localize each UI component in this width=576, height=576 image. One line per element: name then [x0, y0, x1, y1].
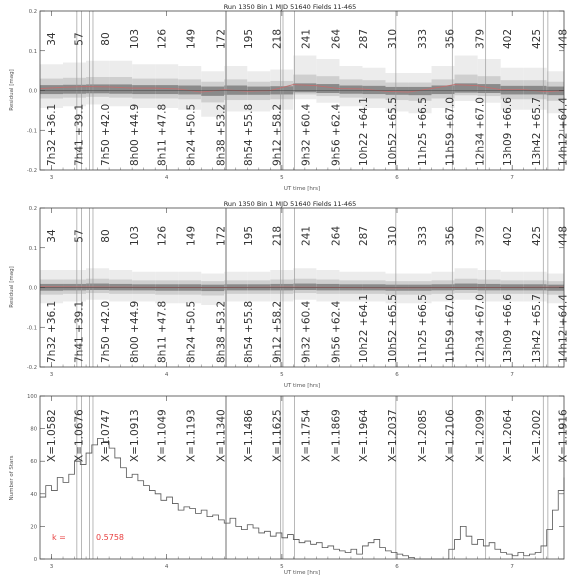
coord-label: 11h59 +67.0 — [444, 294, 457, 363]
coord-label: 8h54 +55.8 — [242, 103, 255, 166]
field-label: 103 — [128, 225, 141, 247]
field-label: 310 — [386, 28, 399, 50]
field-label: 126 — [156, 28, 169, 50]
x-tick-label: 7 — [510, 175, 514, 181]
residual-panel-2 — [9, 200, 569, 389]
field-label: 80 — [100, 32, 113, 46]
field-label: 379 — [474, 225, 487, 247]
airmass-label: X=1.2002 — [530, 409, 543, 462]
field-label: 448 — [557, 225, 570, 247]
field-label: 57 — [73, 229, 86, 243]
panel-1-coord-labels — [46, 97, 569, 166]
y-tick-label: 0.1 — [28, 245, 37, 252]
field-label: 34 — [45, 229, 58, 243]
x-tick-label: 3 — [49, 564, 54, 570]
k-label: k = — [52, 533, 66, 542]
x-tick-label: 5 — [280, 175, 284, 181]
field-label: 57 — [73, 32, 86, 46]
coord-label: 11h25 +66.5 — [416, 294, 429, 363]
panel-2-xlabel: UT time [hrs] — [283, 383, 321, 389]
coord-label: 7h50 +42.0 — [100, 300, 113, 363]
field-label: 34 — [45, 32, 58, 46]
coord-label: 8h11 +47.8 — [156, 103, 169, 166]
airmass-label: X=1.2099 — [474, 409, 487, 462]
airmass-label: X=1.2085 — [416, 409, 429, 462]
y-tick-label: 0.2 — [28, 206, 37, 212]
field-label: 425 — [530, 28, 543, 50]
coord-label: 10h52 +65.5 — [386, 97, 399, 166]
field-label: 402 — [502, 28, 515, 50]
x-tick-label: 7 — [510, 564, 514, 570]
k-value: 0.5758 — [96, 533, 124, 542]
y-tick-label: 0.0 — [28, 285, 37, 292]
field-label: 356 — [444, 28, 457, 50]
y-tick-label: -0.1 — [26, 128, 37, 135]
coord-label: 10h22 +64.1 — [358, 97, 371, 166]
coord-label: 7h32 +36.1 — [45, 300, 58, 363]
y-tick-label: 0.2 — [28, 9, 37, 15]
star-count-panel — [9, 394, 569, 576]
y-tick-label: 100 — [27, 394, 37, 400]
field-label: 379 — [474, 28, 487, 50]
airmass-label: X=1.1916 — [557, 409, 570, 462]
coord-label: 7h41 +39.1 — [73, 103, 86, 166]
coord-label: 14h12 +64.4 — [557, 97, 570, 166]
field-label: 333 — [416, 28, 429, 50]
panel-3-airmass-labels — [46, 409, 569, 462]
field-label: 103 — [128, 28, 141, 50]
coord-label: 9h32 +60.4 — [300, 103, 313, 166]
field-label: 448 — [557, 28, 570, 50]
airmass-label: X=1.2037 — [386, 409, 399, 462]
panel-1-title: Run 1350 Bin 1 MJD 51640 Fields 11-465 — [223, 3, 357, 11]
airmass-label: X=1.2106 — [444, 409, 457, 462]
y-tick-label: 0 — [33, 557, 37, 563]
coord-label: 9h12 +58.2 — [271, 103, 284, 166]
x-tick-label: 4 — [164, 175, 169, 181]
coord-label: 8h11 +47.8 — [156, 300, 169, 363]
coord-label: 7h32 +36.1 — [45, 103, 58, 166]
core-band-segment — [40, 85, 63, 94]
field-label: 241 — [300, 28, 313, 50]
core-band-segment — [109, 84, 132, 93]
field-label: 172 — [215, 225, 228, 247]
coord-label: 12h34 +67.0 — [474, 97, 487, 166]
coord-label: 8h00 +44.9 — [128, 103, 141, 166]
core-band-segment — [478, 84, 501, 93]
coord-label: 10h22 +64.1 — [358, 294, 371, 363]
coord-label: 7h41 +39.1 — [73, 300, 86, 363]
airmass-label: X=1.2064 — [502, 409, 515, 462]
y-tick-label: 20 — [30, 524, 37, 531]
airmass-label: X=1.0913 — [128, 409, 141, 462]
airmass-label: X=1.0582 — [45, 409, 58, 462]
core-band-segment — [155, 85, 178, 94]
field-label: 287 — [358, 225, 371, 247]
coord-label: 13h09 +66.6 — [502, 294, 515, 363]
airmass-label: X=1.1340 — [215, 409, 228, 462]
panel-1-field-labels — [46, 29, 569, 49]
y-tick-label: 0.0 — [28, 88, 37, 95]
airmass-label: X=1.1193 — [185, 409, 198, 462]
field-label: 333 — [416, 225, 429, 247]
x-tick-label: 4 — [164, 564, 169, 570]
x-tick-label: 7 — [510, 372, 514, 378]
coord-label: 13h42 +65.7 — [530, 97, 543, 166]
x-tick-label: 5 — [280, 372, 284, 378]
field-label: 425 — [530, 225, 543, 247]
core-band-segment — [63, 85, 86, 94]
field-label: 310 — [386, 225, 399, 247]
panel-1-xlabel: UT time [hrs] — [283, 186, 321, 192]
coord-label: 8h38 +53.2 — [215, 103, 228, 166]
coord-label: 13h42 +65.7 — [530, 294, 543, 363]
panel-1-ylabel: Residual [mag] — [9, 69, 15, 111]
field-label: 195 — [242, 28, 255, 50]
core-band-segment — [178, 85, 201, 94]
y-tick-label: 0.1 — [28, 48, 37, 55]
y-tick-label: 80 — [30, 426, 37, 433]
x-tick-label: 6 — [395, 372, 399, 378]
y-tick-label: 40 — [30, 491, 37, 498]
coord-label: 9h32 +60.4 — [300, 300, 313, 363]
coord-label: 9h56 +62.4 — [330, 103, 343, 166]
panel-2-title: Run 1350 Bin 1 MJD 51640 Fields 11-465 — [223, 200, 357, 208]
field-label: 264 — [330, 225, 343, 247]
panel-2-coord-labels — [46, 294, 569, 363]
y-tick-label: 60 — [30, 459, 37, 466]
field-label: 241 — [300, 225, 313, 247]
x-tick-label: 4 — [164, 372, 169, 378]
coord-label: 7h50 +42.0 — [100, 103, 113, 166]
airmass-label: X=1.0747 — [100, 409, 113, 462]
coord-label: 8h00 +44.9 — [128, 300, 141, 363]
field-label: 195 — [242, 225, 255, 247]
y-tick-label: -0.2 — [26, 168, 37, 174]
panel-2-field-labels — [46, 226, 569, 246]
field-label: 402 — [502, 225, 515, 247]
x-tick-label: 5 — [280, 564, 284, 570]
panel-3-ylabel: Number of Stars — [9, 455, 15, 501]
coord-label: 8h38 +53.2 — [215, 300, 228, 363]
core-band-segment — [132, 85, 155, 94]
x-tick-label: 6 — [395, 564, 399, 570]
field-label: 264 — [330, 28, 343, 50]
field-label: 356 — [444, 225, 457, 247]
field-label: 172 — [215, 28, 228, 50]
panel-2-ylabel: Residual [mag] — [9, 266, 15, 308]
airmass-label: X=1.1049 — [156, 409, 169, 462]
coord-label: 10h52 +65.5 — [386, 294, 399, 363]
field-label: 126 — [156, 225, 169, 247]
coord-label: 13h09 +66.6 — [502, 97, 515, 166]
coord-label: 12h34 +67.0 — [474, 294, 487, 363]
core-band-segment — [409, 87, 432, 95]
field-label: 80 — [100, 229, 113, 243]
airmass-label: X=1.1625 — [271, 409, 284, 462]
coord-label: 8h24 +50.5 — [185, 300, 198, 363]
coord-label: 11h59 +67.0 — [444, 97, 457, 166]
coord-label: 9h56 +62.4 — [330, 300, 343, 363]
coord-label: 11h25 +66.5 — [416, 97, 429, 166]
field-label: 149 — [185, 28, 198, 50]
coord-label: 14h12 +64.4 — [557, 294, 570, 363]
airmass-label: X=1.1964 — [358, 409, 371, 462]
field-label: 149 — [185, 225, 198, 247]
residual-panel-1 — [9, 3, 569, 192]
field-label: 218 — [271, 28, 284, 50]
airmass-label: X=1.0676 — [73, 409, 86, 462]
coord-label: 8h24 +50.5 — [185, 103, 198, 166]
coord-label: 8h54 +55.8 — [242, 300, 255, 363]
core-band-segment — [455, 284, 478, 290]
airmass-label: X=1.1754 — [300, 409, 313, 462]
core-band-segment — [339, 85, 362, 93]
x-tick-label: 3 — [49, 175, 54, 181]
field-label: 287 — [358, 28, 371, 50]
x-tick-label: 6 — [395, 175, 399, 181]
airmass-label: X=1.1869 — [330, 409, 343, 462]
y-tick-label: -0.1 — [26, 325, 37, 332]
coord-label: 9h12 +58.2 — [271, 300, 284, 363]
airmass-label: X=1.1486 — [242, 409, 255, 462]
core-band-segment — [385, 87, 408, 95]
panel-3-xlabel: UT time [hrs] — [283, 570, 321, 576]
x-tick-label: 3 — [49, 372, 54, 378]
field-label: 218 — [271, 225, 284, 247]
y-tick-label: -0.2 — [26, 365, 37, 371]
